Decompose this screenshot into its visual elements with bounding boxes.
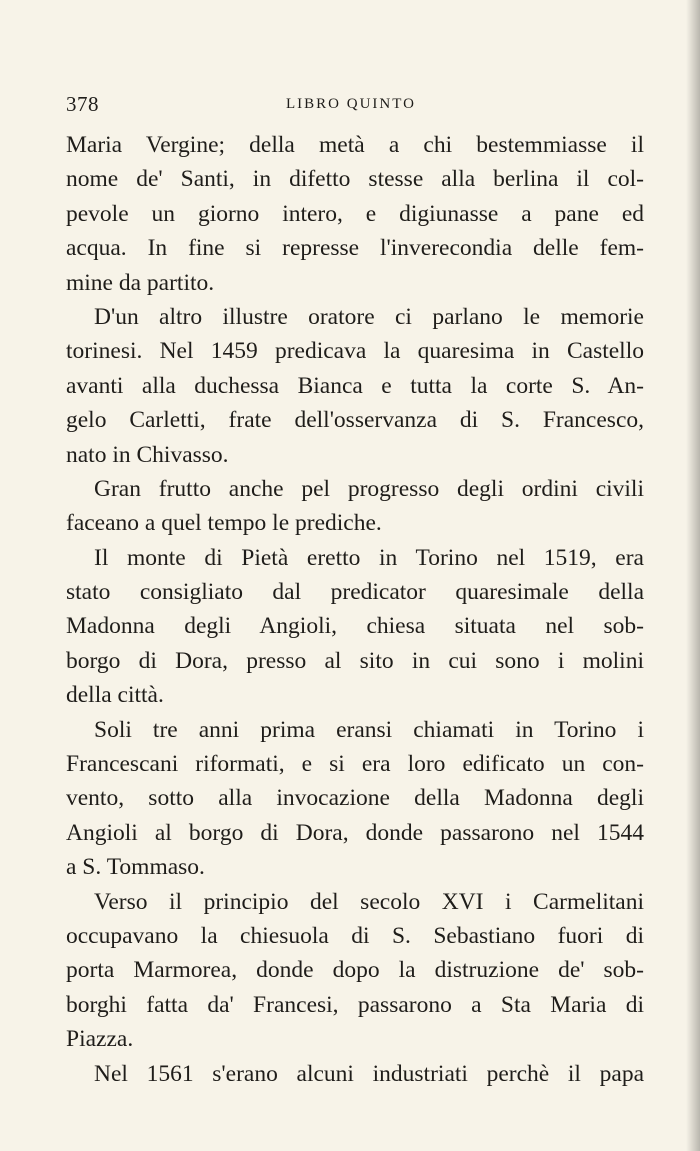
text-line: pevole un giorno intero, e digiunasse a pane ed bbox=[66, 200, 644, 227]
text-line: gelo Carletti, frate dell'osservanza di S. Francesco, bbox=[66, 407, 644, 434]
text-line: mine da partito. bbox=[66, 269, 215, 296]
text-line: vento, sotto alla invocazione della Madonna degli bbox=[66, 785, 644, 812]
text-line: Francescani riformati, e si era loro edificato un con- bbox=[66, 751, 644, 778]
paragraph bbox=[66, 541, 644, 713]
text-line: acqua. In fine si represse l'inverecondia delle fem- bbox=[66, 235, 644, 262]
paragraph bbox=[66, 1057, 644, 1091]
text-line: borgo di Dora, presso al sito in cui sono i molini bbox=[66, 647, 644, 674]
text-line: Angioli al borgo di Dora, donde passarono nel 1544 bbox=[66, 819, 644, 846]
text-line: Soli tre anni prima eransi chiamati in Torino i bbox=[94, 716, 644, 743]
text-line: porta Marmorea, donde dopo la distruzione de' sob- bbox=[66, 957, 644, 984]
text-line: della città. bbox=[66, 682, 164, 709]
text-line: Gran frutto anche pel progresso degli ordini civili bbox=[94, 475, 644, 502]
text-line: Piazza. bbox=[66, 1026, 134, 1053]
page-edge-shadow bbox=[686, 0, 700, 1151]
paragraph bbox=[66, 713, 644, 885]
page-number: 378 bbox=[66, 92, 99, 116]
text-line: faceano a quel tempo le prediche. bbox=[66, 510, 382, 537]
text-line: borghi fatta da' Francesi, passarono a Sta Maria di bbox=[66, 991, 644, 1018]
text-line: nome de' Santi, in difetto stesse alla berlina il col- bbox=[66, 166, 644, 193]
paragraph bbox=[66, 472, 644, 541]
text-line: Verso il principio del secolo XVI i Carmelitani bbox=[94, 888, 644, 915]
text-line: avanti alla duchessa Bianca e tutta la corte S. An- bbox=[66, 372, 644, 399]
paragraph bbox=[66, 300, 644, 472]
text-line: Maria Vergine; della metà a chi bestemmiasse il bbox=[66, 132, 644, 158]
text-line: a S. Tommaso. bbox=[66, 854, 205, 881]
paragraph bbox=[66, 885, 644, 1057]
text-line: stato consigliato dal predicator quaresimale della bbox=[66, 579, 644, 606]
text-line: Il monte di Pietà eretto in Torino nel 1519, era bbox=[94, 544, 644, 571]
text-line: torinesi. Nel 1459 predicava la quaresima in Castello bbox=[66, 338, 644, 365]
paragraph bbox=[66, 128, 644, 300]
running-head: LIBRO QUINTO bbox=[286, 96, 416, 112]
text-line: Nel 1561 s'erano alcuni industriati perchè il papa bbox=[94, 1060, 644, 1087]
page-header bbox=[66, 92, 642, 116]
text-line: Madonna degli Angioli, chiesa situata nel sob- bbox=[66, 613, 644, 640]
text-line: nato in Chivasso. bbox=[66, 441, 229, 468]
body-text bbox=[66, 128, 644, 1091]
text-line: D'un altro illustre oratore ci parlano le memorie bbox=[94, 303, 644, 330]
text-line: occupavano la chiesuola di S. Sebastiano fuori di bbox=[66, 922, 644, 949]
